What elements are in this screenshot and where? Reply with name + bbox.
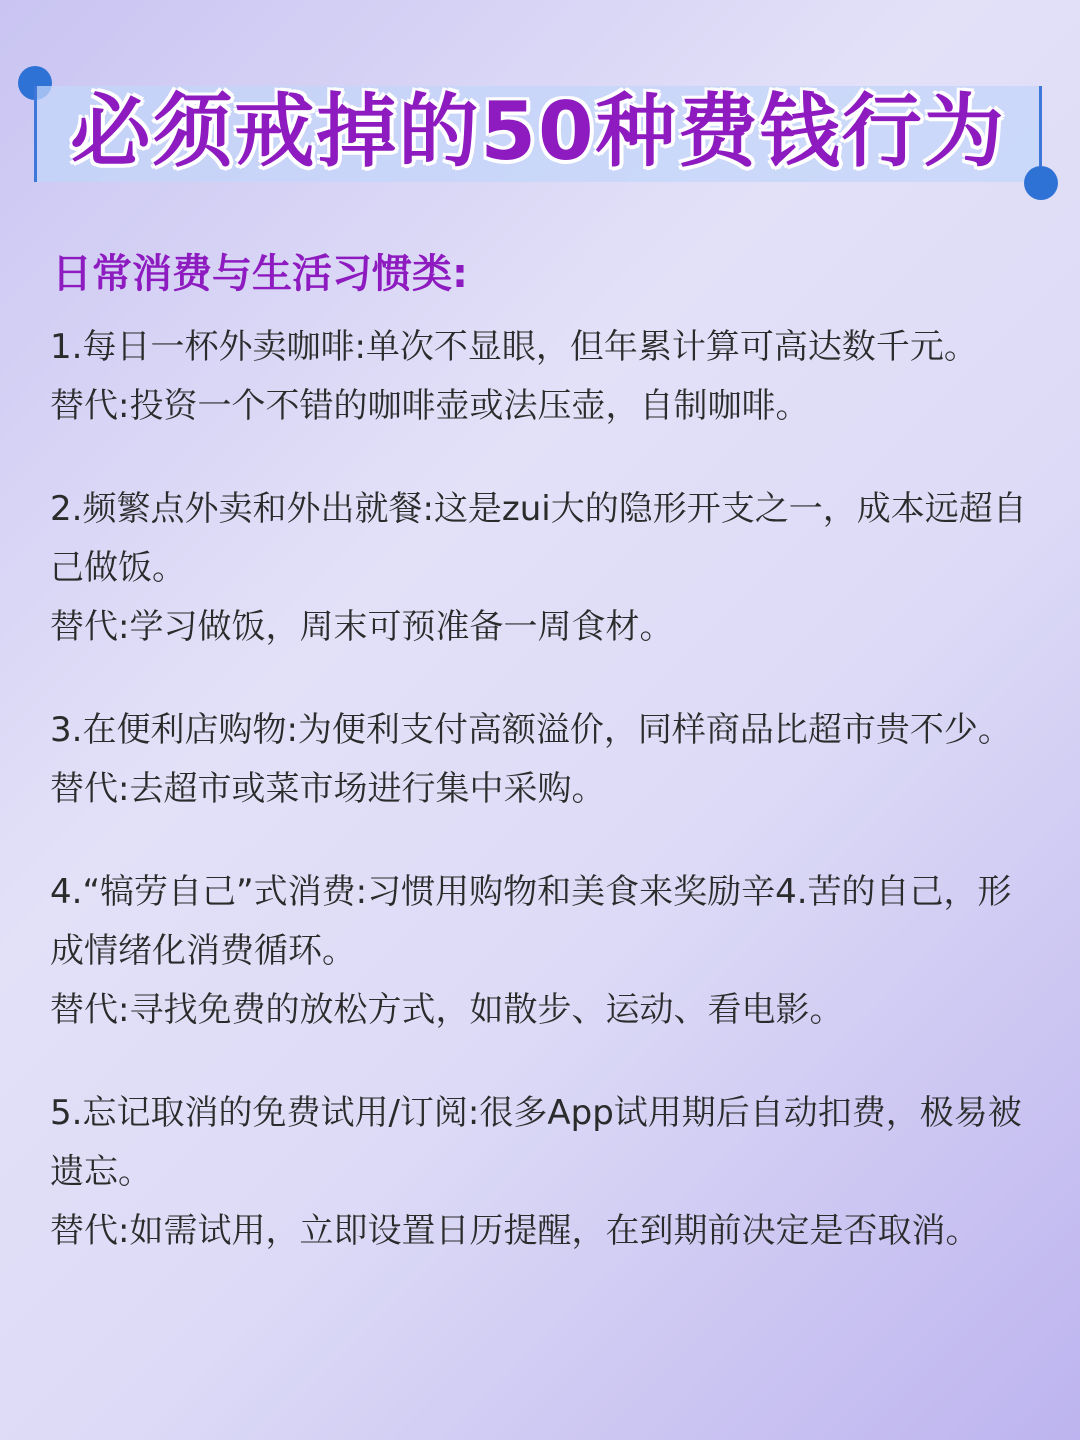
tip-item xyxy=(50,1084,1040,1261)
decor-dot-bottom-right xyxy=(1024,166,1058,200)
tip-description: 3.在便利店购物:为便利支付高额溢价，同样商品比超市贵不少。 xyxy=(50,710,1012,750)
tip-item xyxy=(50,701,1040,819)
tip-alternative: 替代:学习做饭，周末可预准备一周食材。 xyxy=(50,607,674,647)
tip-description: 1.每日一杯外卖咖啡:单次不显眼，但年累计算可高达数千元。 xyxy=(50,327,978,367)
page-title: 必须戒掉的50种费钱行为 xyxy=(70,85,1006,178)
tip-description: 4.“犒劳自己”式消费:习惯用购物和美食来奖励辛4.苦的自己，形成情绪化消费循环。 xyxy=(50,872,1012,971)
tip-item xyxy=(50,863,1040,1040)
title-banner xyxy=(34,80,1042,184)
tip-alternative: 替代:投资一个不错的咖啡壶或法压壶，自制咖啡。 xyxy=(50,386,810,426)
tip-item xyxy=(50,480,1040,657)
tip-description: 2.频繁点外卖和外出就餐:这是zui大的隐形开支之一，成本远超自己做饭。 xyxy=(50,489,1027,588)
tip-alternative: 替代:如需试用，立即设置日历提醒，在到期前决定是否取消。 xyxy=(50,1211,980,1251)
tip-item xyxy=(50,318,1040,436)
section-heading: 日常消费与生活习惯类: xyxy=(52,251,468,297)
tips-list xyxy=(50,318,1040,1305)
tip-description: 5.忘记取消的免费试用/订阅:很多App试用期后自动扣费，极易被遗忘。 xyxy=(50,1093,1022,1192)
tip-alternative: 替代:去超市或菜市场进行集中采购。 xyxy=(50,769,606,809)
tip-alternative: 替代:寻找免费的放松方式，如散步、运动、看电影。 xyxy=(50,990,844,1030)
